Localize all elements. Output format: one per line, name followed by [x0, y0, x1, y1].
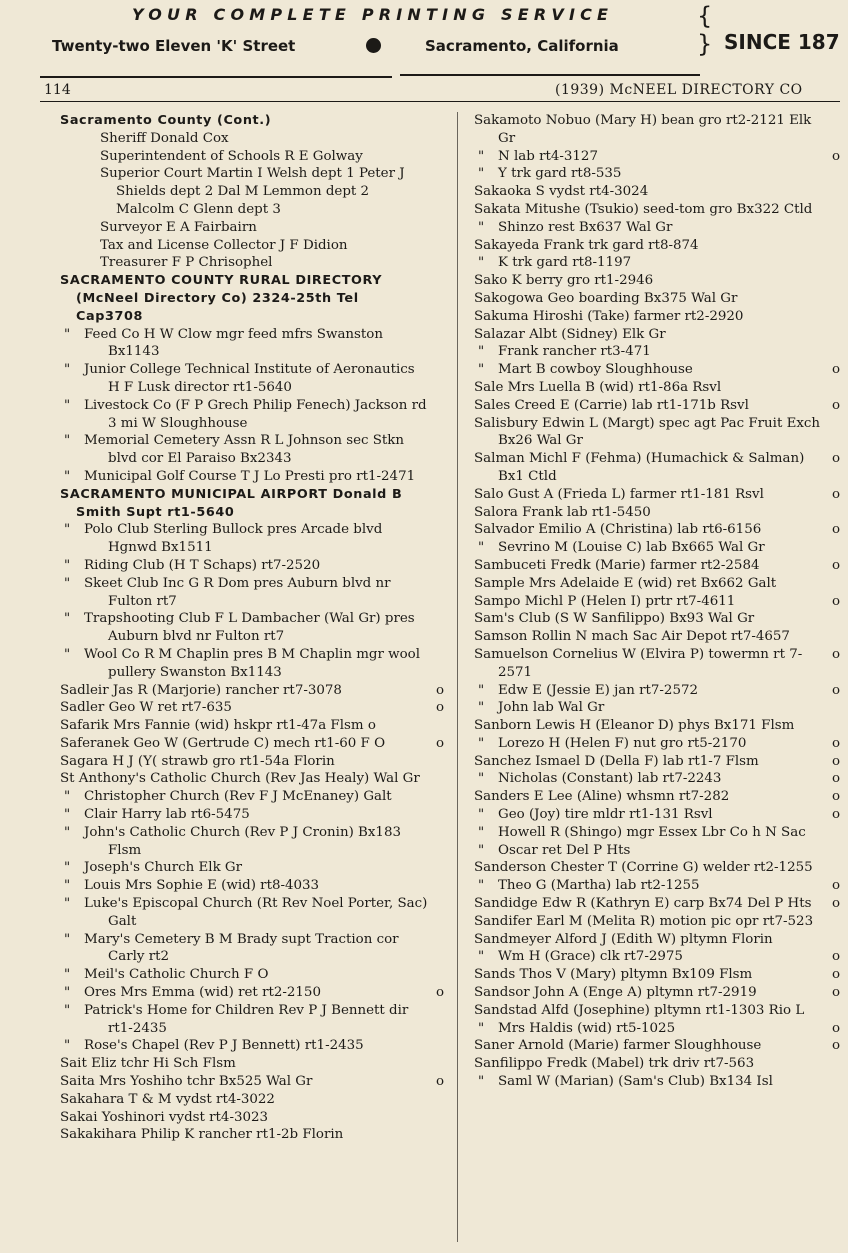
- entry-text: Rose's Chapel (Rev P J Bennett) rt1-2435: [84, 1038, 364, 1054]
- entry-text: Y trk gard rt8-535: [498, 166, 622, 182]
- directory-entry: [474, 326, 840, 344]
- left-directory-column: [60, 112, 444, 1144]
- entry-marker: o: [831, 735, 840, 751]
- directory-entry: [474, 486, 840, 504]
- directory-entry: [60, 397, 444, 433]
- entry-text: Sales Creed E (Carrie) lab rt1-171b Rsvl: [474, 397, 749, 413]
- entry-marker: o: [831, 486, 840, 502]
- ditto-mark: ": [64, 807, 71, 823]
- entry-marker: o: [831, 985, 840, 1001]
- entry-text: Sagara H J (Y( strawb gro rt1-54a Florin: [60, 753, 335, 769]
- directory-entry: [60, 806, 444, 824]
- directory-entry: [60, 112, 444, 130]
- entry-text: Salman Michl F (Fehma) (Humachick & Salman) Bx1 Ctld: [474, 451, 805, 484]
- ditto-mark: ": [64, 860, 71, 876]
- ditto-mark: ": [478, 344, 485, 360]
- entry-text: St Anthony's Catholic Church (Rev Jas Healy) Wal Gr: [60, 771, 420, 787]
- entry-marker: o: [831, 753, 840, 769]
- directory-entry: [474, 913, 840, 931]
- entry-text: Treasurer F P Chrisophel: [100, 255, 273, 271]
- directory-entry: [474, 842, 840, 860]
- directory-entry: [60, 753, 444, 771]
- entry-marker: o: [435, 735, 444, 751]
- entry-text: Wool Co R M Chaplin pres B M Chaplin mgr wool pullery Swanston Bx1143: [84, 646, 421, 680]
- ditto-mark: ": [64, 611, 71, 627]
- entry-text: Sakogowa Geo boarding Bx375 Wal Gr: [474, 290, 738, 306]
- directory-entry: [474, 646, 840, 682]
- directory-entry: [60, 931, 444, 967]
- directory-entry: [60, 486, 444, 522]
- entry-text: Ores Mrs Emma (wid) ret rt2-2150: [84, 985, 321, 1001]
- directory-entry: [474, 717, 840, 735]
- entry-marker: o: [831, 451, 840, 467]
- entry-text: Livestock Co (F P Grech Philip Fenech) Jackson rd 3 mi W Sloughhouse: [84, 397, 427, 431]
- entry-marker: o: [831, 878, 840, 894]
- ditto-mark: ": [64, 967, 71, 983]
- directory-entry: [474, 112, 840, 148]
- entry-text: Patrick's Home for Children Rev P J Bennett dir rt1-2435: [84, 1002, 409, 1036]
- directory-entry: [60, 788, 444, 806]
- column-divider: [457, 112, 458, 1242]
- directory-entry: [474, 521, 840, 539]
- directory-entry: [474, 753, 840, 771]
- directory-entry: [474, 682, 840, 700]
- ditto-mark: ": [478, 1074, 485, 1090]
- entry-text: Sanderson Chester T (Corrine G) welder rt2-1255: [474, 860, 813, 876]
- entry-text: Sambuceti Fredk (Marie) farmer rt2-2584: [474, 557, 760, 573]
- directory-entry: [474, 343, 840, 361]
- directory-entry: [474, 1055, 840, 1073]
- header-rule-right: [400, 74, 700, 76]
- directory-entry: [474, 415, 840, 451]
- ditto-mark: ": [478, 148, 485, 164]
- directory-entry: [474, 290, 840, 308]
- entry-text: Geo (Joy) tire mldr rt1-131 Rsvl: [498, 807, 713, 823]
- entry-text: Salora Frank lab rt1-5450: [474, 504, 651, 520]
- entry-text: Surveyor E A Fairbairn: [100, 219, 257, 235]
- entry-text: Clair Harry lab rt6-5475: [84, 807, 250, 823]
- ditto-mark: ": [64, 557, 71, 573]
- page-number: 114: [44, 82, 71, 98]
- directory-entry: [474, 379, 840, 397]
- entry-text: Frank rancher rt3-471: [498, 344, 651, 360]
- ditto-mark: ": [478, 255, 485, 271]
- ditto-mark: ": [478, 842, 485, 858]
- entry-marker: o: [831, 771, 840, 787]
- directory-entry: [60, 254, 444, 272]
- entry-text: Sakahara T & M vydst rt4-3022: [60, 1091, 275, 1107]
- entry-text: Superintendent of Schools R E Golway: [100, 148, 363, 164]
- directory-entry: [60, 165, 444, 218]
- directory-entry: [474, 788, 840, 806]
- entry-text: Edw E (Jessie E) jan rt7-2572: [498, 682, 698, 698]
- directory-entry: [474, 895, 840, 913]
- entry-text: Sample Mrs Adelaide E (wid) ret Bx662 Galt: [474, 575, 777, 591]
- entry-marker: o: [831, 646, 840, 662]
- directory-entry: [60, 557, 444, 575]
- entry-text: Tax and License Collector J F Didion: [100, 237, 348, 253]
- entry-marker: o: [831, 807, 840, 823]
- printing-service-banner: [0, 0, 848, 80]
- banner-city: Sacramento, California: [425, 37, 619, 55]
- ditto-mark: ": [478, 362, 485, 378]
- entry-text: Mrs Haldis (wid) rt5-1025: [498, 1020, 676, 1036]
- entry-marker: o: [435, 1074, 444, 1090]
- entry-text: Wm H (Grace) clk rt7-2975: [498, 949, 683, 965]
- running-header: (1939) McNEEL DIRECTORY CO: [555, 82, 803, 98]
- entry-marker: o: [831, 397, 840, 413]
- entry-text: Mart B cowboy Sloughhouse: [498, 362, 693, 378]
- entry-marker: o: [831, 593, 840, 609]
- ditto-mark: ": [478, 878, 485, 894]
- entry-marker: o: [831, 789, 840, 805]
- entry-text: Sanchez Ismael D (Della F) lab rt1-7 Flsm: [474, 753, 759, 769]
- entry-text: Salo Gust A (Frieda L) farmer rt1-181 Rsvl: [474, 486, 764, 502]
- entry-text: Lorezo H (Helen F) nut gro rt5-2170: [498, 735, 747, 751]
- entry-text: Sandmeyer Alford J (Edith W) pltymn Florin: [474, 931, 773, 947]
- entry-marker: o: [435, 985, 444, 1001]
- ditto-mark: ": [64, 575, 71, 591]
- entry-text: Saner Arnold (Marie) farmer Sloughhouse: [474, 1038, 762, 1054]
- entry-text: John lab Wal Gr: [498, 700, 605, 716]
- entry-text: Superior Court Martin I Welsh dept 1 Peter J Shields dept 2 Dal M Lemmon dept 2 Malcolm C Glenn dept 3: [100, 166, 405, 217]
- directory-entry: [474, 254, 840, 272]
- entry-text: Meil's Catholic Church F O: [84, 967, 269, 983]
- directory-entry: [60, 682, 444, 700]
- entry-text: K trk gard rt8-1197: [498, 255, 632, 271]
- directory-entry: [474, 575, 840, 593]
- entry-text: Sakaoka S vydst rt4-3024: [474, 184, 649, 200]
- directory-entry: [474, 183, 840, 201]
- directory-entry: [60, 895, 444, 931]
- directory-entry: [474, 504, 840, 522]
- directory-entry: [474, 859, 840, 877]
- directory-entry: [474, 948, 840, 966]
- directory-entry: [60, 717, 444, 735]
- entry-marker: o: [831, 362, 840, 378]
- entry-text: Trapshooting Club F L Dambacher (Wal Gr) pres Auburn blvd nr Fulton rt7: [84, 611, 415, 645]
- entry-text: Feed Co H W Clow mgr feed mfrs Swanston Bx1143: [84, 326, 383, 360]
- ditto-mark: ": [64, 1002, 71, 1018]
- directory-entry: [474, 201, 840, 219]
- entry-text: Howell R (Shingo) mgr Essex Lbr Co h N Sac: [498, 824, 806, 840]
- entry-text: Salvador Emilio A (Christina) lab rt6-6156: [474, 522, 762, 538]
- ditto-mark: ": [478, 166, 485, 182]
- ditto-mark: ": [478, 219, 485, 235]
- entry-text: Sadler Geo W ret rt7-635: [60, 700, 232, 716]
- entry-text: Sacramento County (Cont.): [60, 113, 272, 128]
- directory-entry: [474, 237, 840, 255]
- entry-text: Sanders E Lee (Aline) whsmn rt7-282: [474, 789, 730, 805]
- directory-entry: [60, 859, 444, 877]
- banner-street-address: Twenty-two Eleven 'K' Street: [52, 37, 296, 55]
- directory-entry: [60, 770, 444, 788]
- directory-entry: [60, 1055, 444, 1073]
- entry-text: Sakamoto Nobuo (Mary H) bean gro rt2-2121 Elk Gr: [474, 113, 812, 146]
- entry-text: Nicholas (Constant) lab rt7-2243: [498, 771, 722, 787]
- entry-marker: o: [831, 1038, 840, 1054]
- directory-entry: [60, 1109, 444, 1127]
- entry-text: Saml W (Marian) (Sam's Club) Bx134 Isl: [498, 1074, 773, 1090]
- directory-entry: [60, 521, 444, 557]
- directory-entry: [60, 272, 444, 325]
- entry-marker: o: [831, 1020, 840, 1036]
- entry-text: Sako K berry gro rt1-2946: [474, 273, 654, 289]
- directory-entry: [60, 966, 444, 984]
- entry-text: Polo Club Sterling Bullock pres Arcade blvd Hgnwd Bx1511: [84, 522, 383, 556]
- directory-entry: [60, 877, 444, 895]
- directory-entry: [474, 1002, 840, 1020]
- directory-entry: [474, 1073, 840, 1091]
- directory-entry: [60, 468, 444, 486]
- ditto-mark: ": [478, 540, 485, 556]
- ditto-mark: ": [478, 771, 485, 787]
- entry-text: Sevrino M (Louise C) lab Bx665 Wal Gr: [498, 540, 765, 556]
- entry-text: Salazar Albt (Sidney) Elk Gr: [474, 326, 666, 342]
- ditto-mark: ": [64, 931, 71, 947]
- directory-entry: [474, 610, 840, 628]
- ditto-mark: ": [64, 522, 71, 538]
- entry-text: Sands Thos V (Mary) pltymn Bx109 Flsm: [474, 967, 753, 983]
- entry-marker: o: [435, 700, 444, 716]
- entry-text: Salisbury Edwin L (Margt) spec agt Pac Fruit Exch Bx26 Wal Gr: [474, 415, 821, 449]
- entry-text: Sakai Yoshinori vydst rt4-3023: [60, 1109, 269, 1125]
- ditto-mark: ": [64, 1038, 71, 1054]
- ditto-mark: ": [64, 878, 71, 894]
- directory-entry: [474, 593, 840, 611]
- directory-entry: [474, 931, 840, 949]
- entry-text: Memorial Cemetery Assn R L Johnson sec Stkn blvd cor El Paraiso Bx2343: [84, 433, 405, 467]
- ditto-mark: ": [478, 682, 485, 698]
- directory-entry: [474, 361, 840, 379]
- directory-entry: [474, 539, 840, 557]
- ditto-mark: ": [478, 735, 485, 751]
- directory-entry: [60, 1037, 444, 1055]
- directory-entry: [474, 699, 840, 717]
- entry-text: Christopher Church (Rev F J McEnaney) Galt: [84, 789, 392, 805]
- directory-entry: [474, 966, 840, 984]
- entry-text: Sale Mrs Luella B (wid) rt1-86a Rsvl: [474, 379, 722, 395]
- ditto-mark: ": [478, 700, 485, 716]
- entry-text: Mary's Cemetery B M Brady supt Traction cor Carly rt2: [84, 931, 399, 965]
- entry-text: Shinzo rest Bx637 Wal Gr: [498, 219, 673, 235]
- entry-text: SACRAMENTO COUNTY RURAL DIRECTORY (McNeel Directory Co) 2324-25th Tel Cap3708: [60, 273, 383, 324]
- directory-entry: [474, 450, 840, 486]
- directory-entry: [60, 237, 444, 255]
- directory-entry: [60, 1002, 444, 1038]
- entry-text: Sakakihara Philip K rancher rt1-2b Florin: [60, 1127, 344, 1143]
- entry-text: Sandifer Earl M (Melita R) motion pic opr rt7-523: [474, 913, 814, 929]
- ditto-mark: ": [478, 1020, 485, 1036]
- entry-text: N lab rt4-3127: [498, 148, 598, 164]
- entry-marker: o: [831, 522, 840, 538]
- directory-entry: [60, 130, 444, 148]
- right-directory-column: [474, 112, 840, 1091]
- entry-text: Sandsor John A (Enge A) pltymn rt7-2919: [474, 985, 757, 1001]
- entry-text: Sampo Michl P (Helen I) prtr rt7-4611: [474, 593, 736, 609]
- directory-entry: [60, 1126, 444, 1144]
- entry-text: Oscar ret Del P Hts: [498, 842, 631, 858]
- ditto-mark: ": [64, 789, 71, 805]
- entry-text: Sandstad Alfd (Josephine) pltymn rt1-1303 Rio L: [474, 1002, 805, 1018]
- directory-entry: [474, 770, 840, 788]
- ditto-mark: ": [64, 433, 71, 449]
- ditto-mark: ": [64, 824, 71, 840]
- directory-entry: [474, 397, 840, 415]
- directory-entry: [474, 148, 840, 166]
- entry-text: Theo G (Martha) lab rt2-1255: [498, 878, 700, 894]
- entry-text: Sanfilippo Fredk (Mabel) trk driv rt7-563: [474, 1056, 755, 1072]
- entry-text: Municipal Golf Course T J Lo Presti pro rt1-2471: [84, 468, 416, 484]
- directory-entry: [474, 557, 840, 575]
- entry-text: Sanborn Lewis H (Eleanor D) phys Bx171 Flsm: [474, 718, 795, 734]
- directory-entry: [474, 1020, 840, 1038]
- directory-entry: [474, 165, 840, 183]
- ditto-mark: ": [478, 807, 485, 823]
- directory-entry: [474, 984, 840, 1002]
- entry-marker: o: [831, 949, 840, 965]
- directory-entry: [60, 824, 444, 860]
- directory-entry: [60, 610, 444, 646]
- directory-entry: [474, 806, 840, 824]
- entry-text: Junior College Technical Institute of Aeronautics H F Lusk director rt1-5640: [84, 362, 415, 395]
- entry-marker: o: [831, 557, 840, 573]
- directory-entry: [60, 646, 444, 682]
- entry-text: Skeet Club Inc G R Dom pres Auburn blvd nr Fulton rt7: [84, 575, 391, 609]
- directory-entry: [474, 308, 840, 326]
- banner-since-year: SINCE 187: [724, 30, 840, 54]
- directory-entry: [60, 432, 444, 468]
- entry-marker: o: [831, 896, 840, 912]
- entry-text: Sadleir Jas R (Marjorie) rancher rt7-3078: [60, 682, 342, 698]
- entry-text: Louis Mrs Sophie E (wid) rt8-4033: [84, 878, 320, 894]
- banner-tagline: YOUR COMPLETE PRINTING SERVICE: [132, 5, 614, 24]
- entry-text: Riding Club (H T Schaps) rt7-2520: [84, 557, 321, 573]
- ditto-mark: ": [64, 362, 71, 378]
- ditto-mark: ": [64, 397, 71, 413]
- entry-text: Samuelson Cornelius W (Elvira P) towermn rt 7-2571: [474, 646, 803, 680]
- directory-entry: [60, 984, 444, 1002]
- directory-entry: [474, 272, 840, 290]
- directory-entry: [474, 735, 840, 753]
- entry-text: SACRAMENTO MUNICIPAL AIRPORT Donald B Smith Supt rt1-5640: [60, 486, 403, 520]
- directory-entry: [474, 1037, 840, 1055]
- entry-text: Sakayeda Frank trk gard rt8-874: [474, 237, 699, 253]
- ditto-mark: ": [478, 824, 485, 840]
- entry-text: Sandidge Edw R (Kathryn E) carp Bx74 Del P Hts: [474, 896, 812, 912]
- entry-text: Luke's Episcopal Church (Rt Rev Noel Porter, Sac) Galt: [84, 896, 428, 929]
- directory-entry: [474, 219, 840, 237]
- directory-entry: [60, 699, 444, 717]
- entry-text: Saferanek Geo W (Gertrude C) mech rt1-60 F O: [60, 735, 386, 751]
- entry-text: Sheriff Donald Cox: [100, 130, 229, 146]
- entry-text: Sakuma Hiroshi (Take) farmer rt2-2920: [474, 308, 744, 324]
- entry-marker: o: [435, 682, 444, 698]
- entry-text: Sait Eliz tchr Hi Sch Flsm: [60, 1056, 236, 1072]
- entry-marker: o: [831, 148, 840, 164]
- ditto-mark: ": [64, 468, 71, 484]
- ditto-mark: ": [478, 949, 485, 965]
- entry-text: Sakata Mitushe (Tsukio) seed-tom gro Bx322 Ctld: [474, 201, 813, 217]
- entry-text: Sam's Club (S W Sanfilippo) Bx93 Wal Gr: [474, 611, 755, 627]
- entry-text: Samson Rollin N mach Sac Air Depot rt7-4657: [474, 629, 790, 645]
- entry-marker: o: [831, 967, 840, 983]
- directory-entry: [60, 326, 444, 362]
- directory-entry: [60, 219, 444, 237]
- entry-text: Saita Mrs Yoshiho tchr Bx525 Wal Gr: [60, 1074, 313, 1090]
- brace-icon: { }: [697, 2, 713, 58]
- directory-entry: [474, 877, 840, 895]
- directory-entry: [60, 148, 444, 166]
- entry-marker: o: [831, 682, 840, 698]
- header-rule-left: [40, 76, 392, 78]
- bullet-dot-icon: [366, 38, 381, 53]
- directory-entry: [60, 1073, 444, 1091]
- entry-text: Safarik Mrs Fannie (wid) hskpr rt1-47a Flsm o: [60, 718, 376, 734]
- directory-entry: [474, 628, 840, 646]
- entry-text: Joseph's Church Elk Gr: [84, 860, 243, 876]
- ditto-mark: ": [64, 896, 71, 912]
- directory-entry: [60, 1091, 444, 1109]
- directory-entry: [474, 824, 840, 842]
- running-header-rule: [40, 101, 840, 102]
- directory-entry: [60, 735, 444, 753]
- directory-entry: [60, 361, 444, 397]
- entry-text: John's Catholic Church (Rev P J Cronin) Bx183 Flsm: [84, 824, 401, 858]
- ditto-mark: ": [64, 646, 71, 662]
- ditto-mark: ": [64, 985, 71, 1001]
- ditto-mark: ": [64, 326, 71, 342]
- directory-entry: [60, 575, 444, 611]
